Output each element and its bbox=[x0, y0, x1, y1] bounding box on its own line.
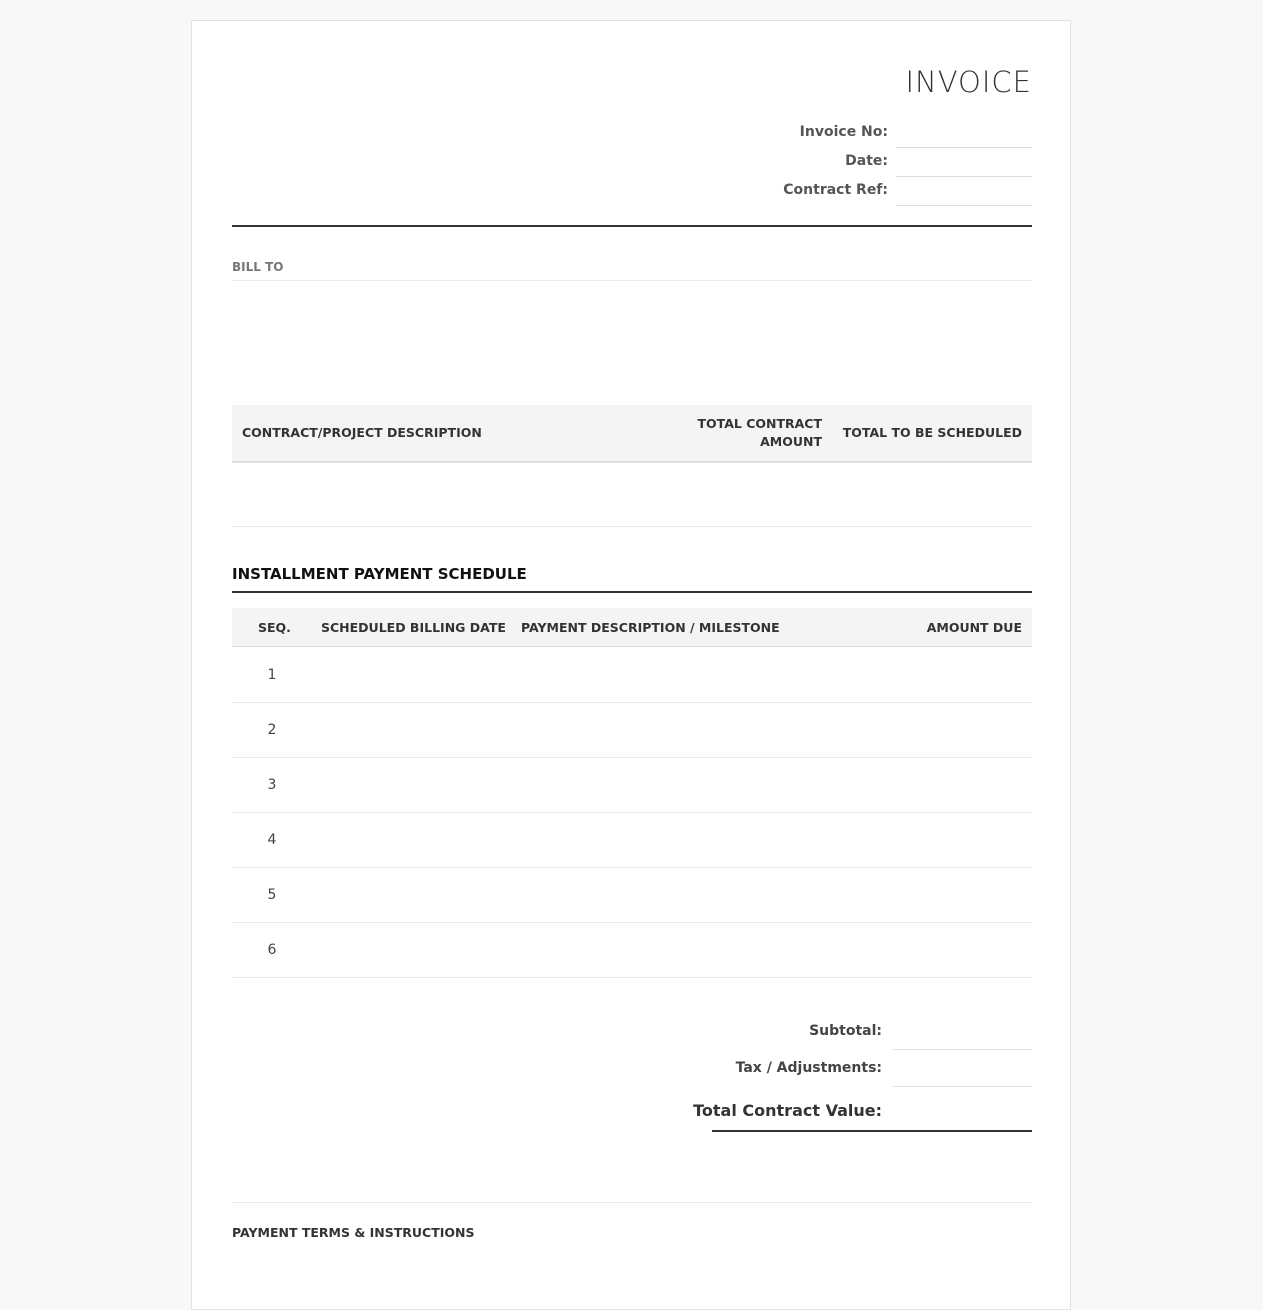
schedule-divider bbox=[232, 591, 1032, 593]
invoice-title: INVOICE bbox=[905, 65, 1032, 99]
contract-ref-field[interactable] bbox=[896, 205, 1032, 206]
invoice-number-label: Invoice No: bbox=[799, 124, 888, 140]
subtotal-field[interactable] bbox=[892, 1049, 1032, 1050]
tax-label: Tax / Adjustments: bbox=[735, 1060, 882, 1076]
seq-cell: 3 bbox=[267, 777, 277, 793]
contract-table-header bbox=[232, 405, 1032, 463]
total-contract-amount-header bbox=[698, 415, 823, 451]
grand-total-label: Total Contract Value: bbox=[693, 1101, 882, 1120]
contract-ref-label: Contract Ref: bbox=[783, 182, 888, 198]
invoice-page bbox=[191, 20, 1071, 1310]
table-row bbox=[232, 647, 1032, 703]
contract-description-header: CONTRACT/PROJECT DESCRIPTION bbox=[242, 425, 482, 440]
table-row bbox=[232, 812, 1032, 868]
seq-cell: 4 bbox=[267, 832, 277, 848]
total-to-be-scheduled-header: TOTAL TO BE SCHEDULED bbox=[842, 425, 1022, 440]
invoice-date-label: Date: bbox=[845, 153, 888, 169]
seq-cell: 6 bbox=[267, 942, 277, 958]
seq-cell: 5 bbox=[267, 887, 277, 903]
terms-divider bbox=[232, 1202, 1032, 1203]
total-contract-amount-header-line1: TOTAL CONTRACT bbox=[697, 416, 822, 431]
table-row bbox=[232, 757, 1032, 813]
grand-total-field[interactable] bbox=[712, 1130, 1032, 1132]
seq-header: SEQ. bbox=[258, 620, 291, 635]
milestone-header: PAYMENT DESCRIPTION / MILESTONE bbox=[521, 620, 780, 635]
payment-terms-label: PAYMENT TERMS & INSTRUCTIONS bbox=[232, 1225, 475, 1240]
invoice-content bbox=[232, 21, 1032, 1309]
table-row bbox=[232, 922, 1032, 978]
bill-to-divider bbox=[232, 280, 1032, 281]
subtotal-label: Subtotal: bbox=[809, 1023, 882, 1039]
amount-due-header: AMOUNT DUE bbox=[926, 620, 1022, 635]
table-row bbox=[232, 867, 1032, 923]
seq-cell: 1 bbox=[267, 667, 277, 683]
total-contract-amount-header-line2: AMOUNT bbox=[760, 434, 822, 449]
seq-cell: 2 bbox=[267, 722, 277, 738]
header-divider bbox=[232, 225, 1032, 227]
contract-ref-row bbox=[732, 177, 1032, 206]
tax-field[interactable] bbox=[892, 1086, 1032, 1087]
invoice-date-row bbox=[732, 148, 1032, 177]
schedule-table-header bbox=[232, 608, 1032, 647]
contract-row-divider bbox=[232, 526, 1032, 527]
billing-date-header: SCHEDULED BILLING DATE bbox=[321, 620, 506, 635]
table-row bbox=[232, 702, 1032, 758]
bill-to-label: BILL TO bbox=[232, 260, 284, 274]
invoice-number-row bbox=[732, 119, 1032, 148]
schedule-title: INSTALLMENT PAYMENT SCHEDULE bbox=[232, 565, 527, 583]
